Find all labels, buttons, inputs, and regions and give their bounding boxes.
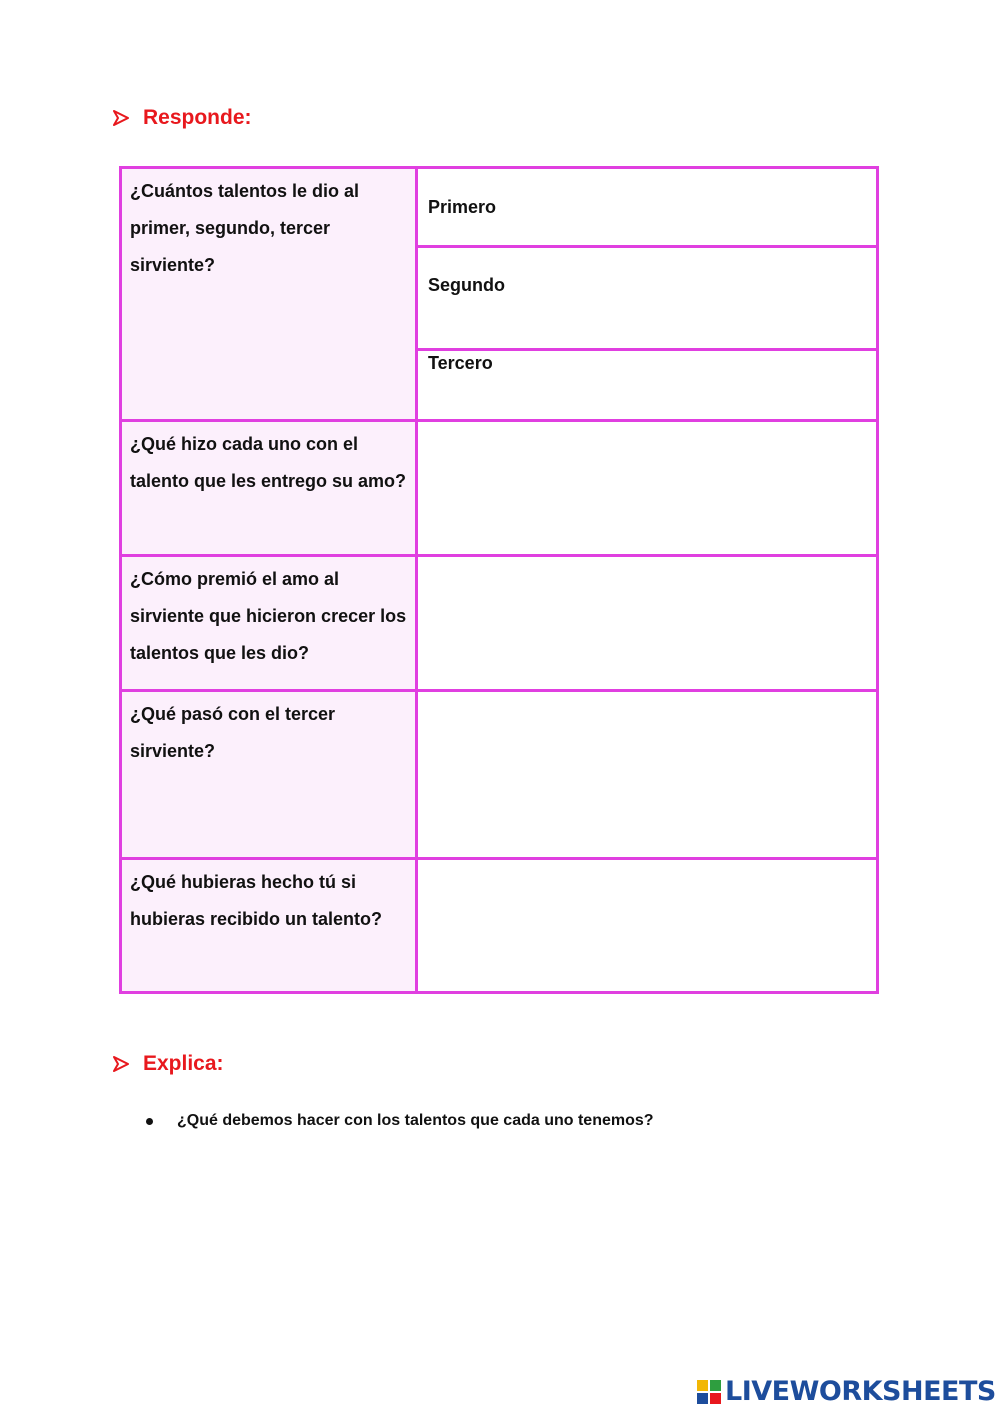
sublabel-segundo: Segundo <box>428 275 505 295</box>
bullet-item <box>146 1112 654 1130</box>
answer-cell[interactable] <box>418 692 876 857</box>
section-heading-responde <box>112 106 252 130</box>
section-heading-label: Explica: <box>143 1052 224 1075</box>
answer-cell[interactable] <box>418 860 876 991</box>
answer-cell-tercero[interactable] <box>418 351 876 419</box>
question-cell <box>122 422 418 554</box>
answer-cell-primero[interactable] <box>418 169 876 245</box>
question-text: ¿Cuántos talentos le dio al primer, segundo, tercer sirviente? <box>130 181 360 275</box>
bullet-icon <box>146 1118 153 1125</box>
question-text: ¿Qué pasó con el tercer sirviente? <box>130 704 336 761</box>
question-text: ¿Qué hizo cada uno con el talento que les entrego su amo? <box>130 434 407 491</box>
logo-text: LIVEWORKSHEETS <box>725 1376 996 1407</box>
bullet-text: ¿Qué debemos hacer con los talentos que cada uno tenemos? <box>177 1112 654 1129</box>
questions-table <box>119 166 879 994</box>
sublabel-primero: Primero <box>428 197 497 217</box>
question-cell <box>122 860 418 991</box>
arrow-right-icon <box>112 1055 130 1073</box>
question-cell <box>122 169 418 419</box>
answer-cell[interactable] <box>418 557 876 689</box>
arrow-right-icon <box>112 109 130 127</box>
answer-cell-segundo[interactable] <box>418 248 876 348</box>
section-heading-explica <box>112 1052 224 1076</box>
answer-cell[interactable] <box>418 422 876 554</box>
question-text: ¿Cómo premió el amo al sirviente que hicieron crecer los talentos que les dio? <box>130 569 407 663</box>
sublabel-tercero: Tercero <box>428 353 493 373</box>
logo-mark-icon <box>697 1380 721 1404</box>
question-cell <box>122 557 418 689</box>
section-heading-label: Responde: <box>143 106 252 129</box>
question-text: ¿Qué hubieras hecho tú si hubieras recibido un talento? <box>130 872 383 929</box>
liveworksheets-logo <box>697 1376 996 1407</box>
question-cell <box>122 692 418 857</box>
